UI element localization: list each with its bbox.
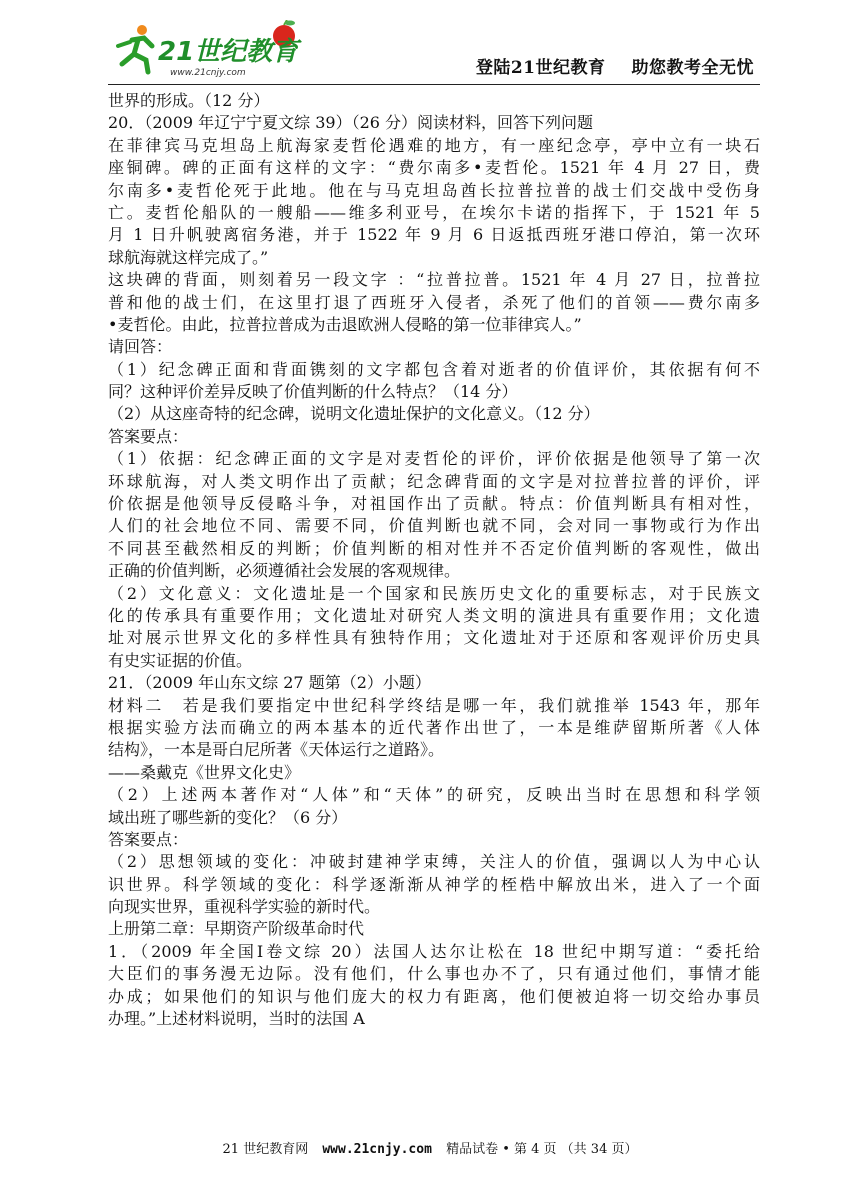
text-line: 答案要点： xyxy=(108,426,189,446)
text-line: 普和他的战士们，在这里打退了西班牙入侵者，杀死了他们的首领——费尔南多 xyxy=(108,292,760,312)
text-line: 尔南多•麦哲伦死于此地。他在与马克坦岛酋长拉普拉普的战士们交战中受伤身 xyxy=(108,180,760,200)
text-line: 不同甚至截然相反的判断；价值判断的相对性并不否定价值判断的客观性，做出 xyxy=(108,538,760,558)
text-line: （2）上述两本著作对“人体”和“天体”的研究，反映出当时在思想和科学领 xyxy=(108,785,760,805)
text-line: 在菲律宾马克坦岛上航海家麦哲伦遇难的地方，有一座纪念亭，亭中立有一块石 xyxy=(108,135,760,155)
text-line: 21．（2009 年山东文综 27 题第（2）小题） xyxy=(108,673,431,693)
text-line: （2）从这座奇特的纪念碑，说明文化遗址保护的文化意义。（12 分） xyxy=(108,404,600,424)
text-line: 座铜碑。碑的正面有这样的文字：“费尔南多•麦哲伦。1521 年 4 月 27 日，费 xyxy=(108,158,760,178)
text-line: 办理。”上述材料说明，当时的法国 A xyxy=(108,1009,365,1029)
text-line: 有史实证据的价值。 xyxy=(108,650,253,670)
text-line: 20．（2009 年辽宁宁夏文综 39）（26 分）阅读材料，回答下列问题 xyxy=(108,113,594,133)
text-line: 正确的价值判断，必须遵循社会发展的客观规律。 xyxy=(108,561,461,581)
text-line: •麦哲伦。由此，拉普拉普成为击退欧洲人侵略的第一位菲律宾人。” xyxy=(108,314,582,334)
page-footer xyxy=(0,1138,860,1157)
header-slogan xyxy=(476,53,754,78)
slogan-motto: 助您教考全无忧 xyxy=(631,58,754,78)
site-logo xyxy=(108,20,308,82)
text-line: ——桑戴克《世界文化史》 xyxy=(108,762,301,782)
text-line: 上册第二章：早期资产阶级革命时代 xyxy=(108,919,365,939)
text-line: 址对展示世界文化的多样性具有独特作用；文化遗址对于还原和客观评价历史具 xyxy=(108,628,760,648)
text-line: 化的传承具有重要作用；文化遗址对研究人类文明的演进具有重要作用；文化遗 xyxy=(108,605,760,625)
text-line: 域出班了哪些新的变化？（6 分） xyxy=(108,807,348,827)
runner-icon xyxy=(118,25,152,72)
text-line: （2）思想领域的变化：冲破封建神学束缚，关注人的价值，强调以人为中心认 xyxy=(108,852,760,872)
text-line: 月 1 日升帆驶离宿务港，并于 1522 年 9 月 6 日返抵西班牙港口停泊，第一次环 xyxy=(108,225,760,245)
text-line: （2）文化意义：文化遗址是一个国家和民族历史文化的重要标志，对于民族文 xyxy=(108,583,760,603)
document-body xyxy=(108,90,760,1030)
text-line: 答案要点： xyxy=(108,829,189,849)
text-line: 1．（2009 年全国Ⅰ卷文综 20）法国人达尔让松在 18 世纪中期写道：“委托给 xyxy=(108,941,760,961)
text-line: 识世界。科学领域的变化：科学逐渐渐从神学的桎梏中解放出米，进入了一个面 xyxy=(108,874,760,894)
logo-text: 21世纪教育 xyxy=(158,37,299,67)
text-line: 办成；如果他们的知识与他们庞大的权力有距离，他们便被迫将一切交给办事员 xyxy=(108,986,760,1006)
text-line: 材料二 若是我们要指定中世纪科学终结是哪一年，我们就推举 1543 年，那年 xyxy=(108,695,760,715)
text-line: 世界的形成。（12 分） xyxy=(108,91,270,110)
text-line: 同？这种评价差异反映了价值判断的什么特点？（14 分） xyxy=(108,382,518,402)
text-line: 这块碑的背面，则刻着另一段文字 ：“拉普拉普。1521 年 4 月 27 日，拉普拉 xyxy=(108,270,760,290)
text-line: 大臣们的事务漫无边际。没有他们，什么事也办不了，只有通过他们，事情才能 xyxy=(108,964,760,984)
text-line: 球航海就这样完成了。” xyxy=(108,247,269,267)
page-header xyxy=(108,20,760,85)
text-line: （1）纪念碑正面和背面镌刻的文字都包含着对逝者的价值评价，其依据有何不 xyxy=(108,359,760,379)
text-line: 环球航海，对人类文明作出了贡献；纪念碑背面的文字是对拉普拉普的评价，评 xyxy=(108,471,760,491)
slogan-login: 登陆21世纪教育 xyxy=(475,58,606,78)
footer-site-name: 21 世纪教育网 xyxy=(222,1142,309,1157)
text-line: （1）依据：纪念碑正面的文字是对麦哲伦的评价，评价依据是他领导了第一次 xyxy=(108,449,760,469)
text-line: 请回答： xyxy=(108,337,173,357)
text-line: 向现实世界，重视科学实验的新时代。 xyxy=(108,897,381,917)
text-line: 价依据是他领导反侵略斗争，对祖国作出了贡献。特点：价值判断具有相对性， xyxy=(108,494,760,514)
text-line: 亡。麦哲伦船队的一艘船——维多利亚号，在埃尔卡诺的指挥下，于 1521 年 5 xyxy=(108,202,760,222)
text-line: 根据实验方法而确立的两本基本的近代著作出世了，一本是维萨留斯所著《人体 xyxy=(108,717,760,737)
logo-url: www.21cnjy.com xyxy=(170,68,246,78)
text-line: 结构》，一本是哥白尼所著《天体运行之道路》。 xyxy=(108,740,445,760)
footer-site-url: www.21cnjy.com xyxy=(322,1142,432,1157)
text-line: 人们的社会地位不同、需要不同，价值判断也就不同，会对同一事物或行为作出 xyxy=(108,516,760,536)
footer-page-info: 精品试卷 • 第 4 页 （共 34 页） xyxy=(446,1142,638,1157)
